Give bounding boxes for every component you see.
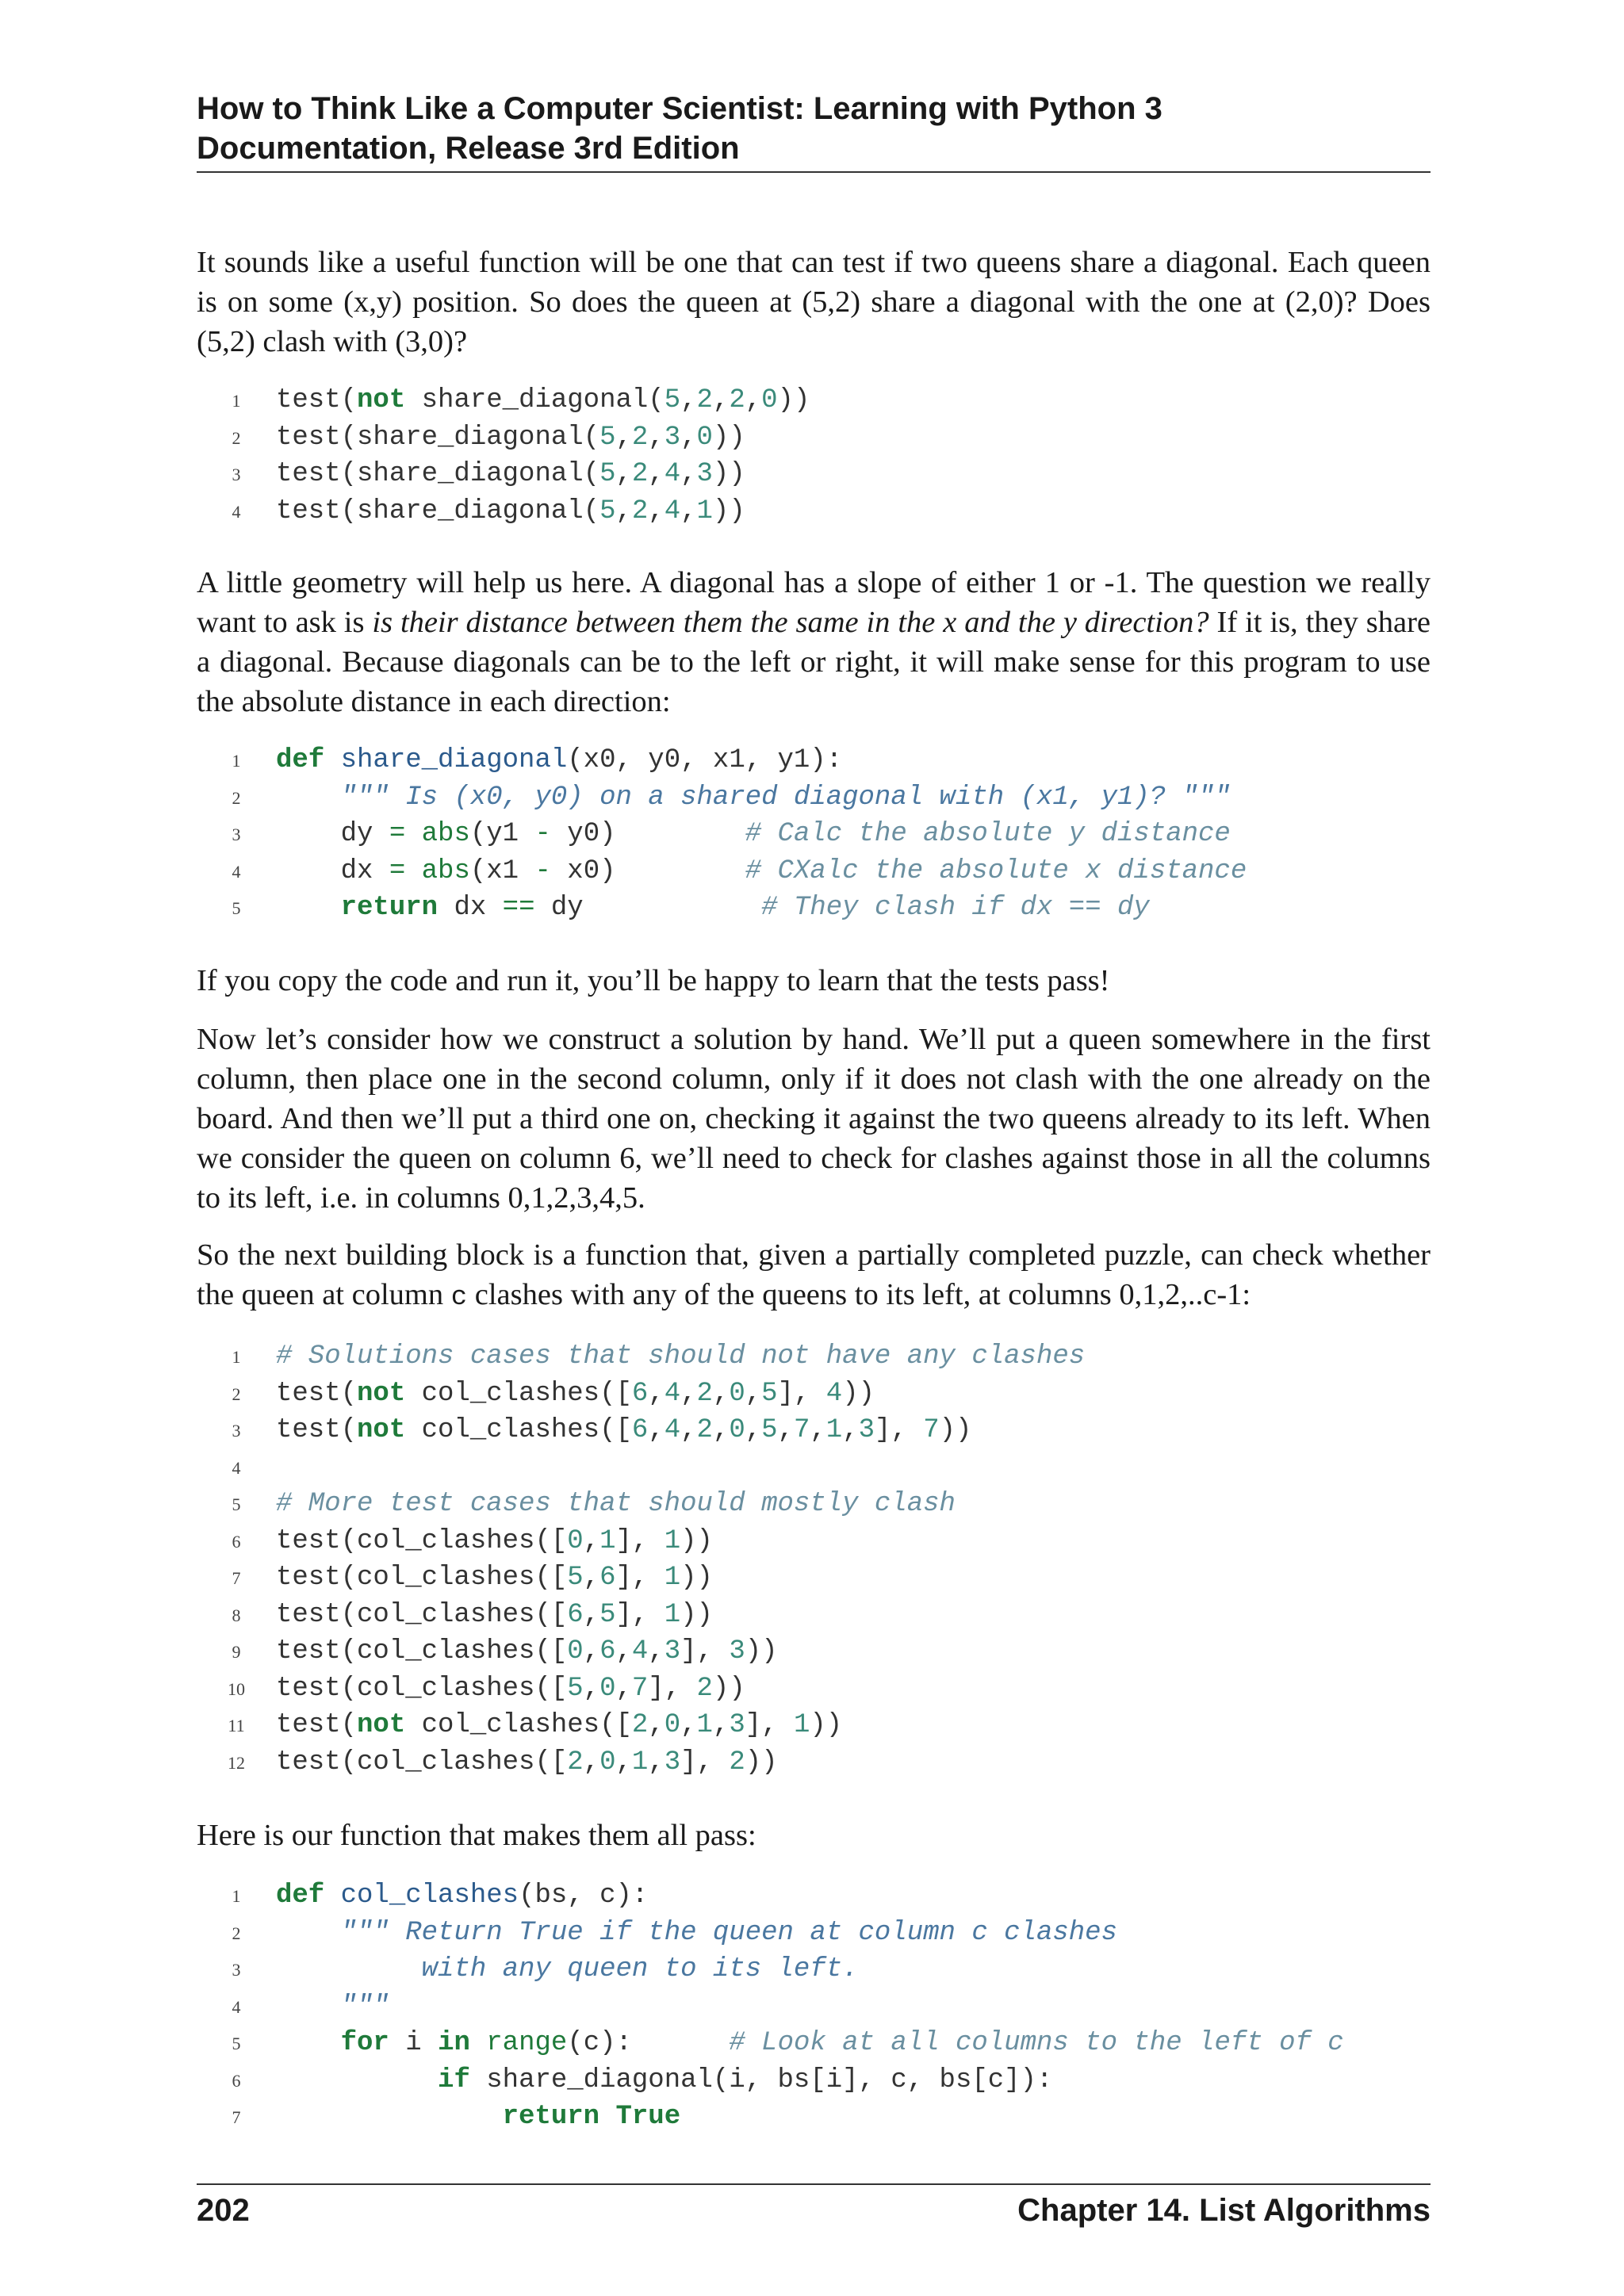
code-token: test( — [276, 385, 358, 415]
code-token: 3 — [858, 1415, 875, 1445]
code-line — [197, 1597, 1450, 1634]
code-token: def — [276, 1881, 325, 1911]
code-token: 5 — [599, 1599, 616, 1630]
code-token: 1 — [664, 1563, 681, 1593]
code-token: 2 — [729, 385, 745, 415]
code-token — [324, 1881, 340, 1911]
code-line — [197, 1486, 1450, 1523]
code-token: (bs, c): — [519, 1881, 649, 1911]
code-token: abs — [421, 819, 470, 849]
code-line — [197, 1412, 1450, 1449]
paragraph-diagonal-intro: It sounds like a useful function will be one that can test if two queens share a diagonal. Each queen is on some (x,y) position. So does the queen at (5,2) share a diagonal with the one at (2,0)? Does (5,2) clash with (3,0)? — [197, 246, 1431, 358]
line-number: 5 — [232, 1494, 241, 1514]
line-number: 3 — [232, 825, 241, 844]
chapter-title: Chapter 14. List Algorithms — [1017, 2193, 1431, 2228]
paragraph-function-intro: Here is our function that makes them all pass: — [197, 1819, 756, 1852]
code-token: )) — [745, 1747, 778, 1777]
line-number: 2 — [232, 787, 241, 808]
code-line — [197, 890, 1450, 927]
code-token: 4 — [825, 1378, 843, 1409]
code-token — [276, 2065, 438, 2095]
running-header — [197, 89, 1431, 173]
code-token: , — [615, 1673, 632, 1704]
code-token — [276, 1992, 341, 2022]
code-token: , — [680, 496, 697, 526]
code-token: , — [615, 459, 632, 489]
code-token: 5 — [599, 496, 616, 526]
code-token — [470, 2028, 486, 2058]
code-token: , — [583, 1747, 600, 1777]
code-token: test(col_clashes([ — [276, 1563, 568, 1593]
code-block-diagonal-tests — [197, 382, 1450, 530]
code-token: 2 — [631, 1710, 649, 1740]
code-token: , — [648, 1378, 665, 1409]
code-token: 6 — [631, 1415, 649, 1445]
code-token: not — [357, 1378, 406, 1409]
code-token: test(col_clashes([ — [276, 1599, 568, 1630]
code-token: , — [648, 1710, 665, 1740]
code-token: 1 — [631, 1747, 649, 1777]
code-token: , — [810, 1415, 826, 1445]
code-token: def — [276, 745, 325, 775]
code-token: 2 — [696, 1673, 713, 1704]
code-token: )) — [810, 1710, 843, 1740]
code-token: ], — [648, 1673, 697, 1704]
code-token: 4 — [664, 1378, 681, 1409]
code-line — [197, 853, 1450, 890]
code-token: 3 — [729, 1636, 745, 1667]
code-token: 2 — [567, 1747, 584, 1777]
code-token: 3 — [664, 1636, 681, 1667]
line-number: 12 — [228, 1752, 245, 1773]
code-token: , — [680, 1415, 697, 1445]
code-line — [197, 1744, 1450, 1781]
code-token: 0 — [761, 385, 778, 415]
code-token: # CXalc the absolute x distance — [745, 855, 1247, 886]
code-token: y0) — [550, 819, 745, 849]
code-token: 1 — [664, 1599, 681, 1630]
code-token: 0 — [696, 422, 713, 453]
code-token: )) — [712, 422, 745, 453]
code-line — [197, 1915, 1450, 1952]
code-token: , — [648, 1747, 665, 1777]
code-token: , — [583, 1599, 600, 1630]
line-number: 4 — [232, 1996, 241, 2017]
code-token: test(col_clashes([ — [276, 1673, 568, 1704]
code-token: ], — [777, 1378, 826, 1409]
line-number: 1 — [232, 1347, 241, 1367]
line-number: 6 — [232, 2070, 241, 2091]
code-token: 6 — [599, 1563, 616, 1593]
code-token: with any queen to its left. — [421, 1954, 859, 1984]
code-token: test(col_clashes([ — [276, 1525, 568, 1556]
code-token — [276, 893, 341, 923]
code-token: 6 — [599, 1636, 616, 1667]
code-token: 0 — [567, 1636, 584, 1667]
code-token: )) — [680, 1563, 713, 1593]
code-token: , — [680, 1378, 697, 1409]
code-token: for — [340, 2028, 389, 2058]
code-token: dx — [276, 855, 389, 886]
paragraph-building-block — [197, 1235, 1431, 1318]
code-line — [197, 779, 1450, 817]
code-token: ], — [680, 1636, 730, 1667]
code-token — [276, 2102, 503, 2132]
code-line — [197, 1338, 1450, 1376]
code-token: , — [583, 1636, 600, 1667]
code-token: # They clash if dx == dy — [761, 893, 1150, 923]
code-token: (x1 — [469, 855, 535, 886]
code-token: test( — [276, 1415, 358, 1445]
code-token: 5 — [567, 1563, 584, 1593]
code-token — [405, 819, 421, 849]
code-token: abs — [421, 855, 470, 886]
code-token: )) — [712, 459, 745, 489]
code-line — [197, 1376, 1450, 1413]
code-token: 7 — [631, 1673, 649, 1704]
line-number: 1 — [232, 391, 241, 411]
code-token: ], — [615, 1525, 665, 1556]
code-token — [599, 2102, 615, 2132]
line-number: 5 — [232, 2034, 241, 2053]
paragraph-geometry — [197, 563, 1431, 721]
code-token: 3 — [729, 1710, 745, 1740]
code-token: , — [712, 1710, 730, 1740]
code-line — [197, 1633, 1450, 1670]
code-token: # Solutions cases that should not have any clashes — [276, 1341, 1086, 1372]
header-title-line-1: How to Think Like a Computer Scientist: Learning with Python 3 — [197, 91, 1162, 126]
code-token: , — [680, 1710, 697, 1740]
code-token: , — [615, 1747, 632, 1777]
code-token: , — [648, 1415, 665, 1445]
code-token: 5 — [761, 1378, 778, 1409]
code-token: ], — [615, 1599, 665, 1630]
code-token: )) — [680, 1525, 713, 1556]
line-number: 9 — [232, 1642, 241, 1662]
code-token: )) — [777, 385, 810, 415]
code-token: not — [357, 1710, 406, 1740]
code-token: , — [583, 1525, 600, 1556]
code-token: ], — [680, 1747, 730, 1777]
line-number: 3 — [232, 1421, 241, 1441]
code-line — [197, 816, 1450, 853]
code-token: x0) — [550, 855, 745, 886]
code-token: , — [615, 496, 632, 526]
code-token: 7 — [923, 1415, 940, 1445]
code-token: = — [389, 819, 406, 849]
code-token — [324, 745, 340, 775]
code-line — [197, 2062, 1450, 2099]
code-token: == — [502, 893, 535, 923]
code-token: 1 — [696, 1710, 713, 1740]
code-token: 0 — [599, 1673, 616, 1704]
code-token: 1 — [664, 1525, 681, 1556]
code-token: (x0, y0, x1, y1): — [567, 745, 843, 775]
code-token: , — [648, 459, 665, 489]
code-token: , — [583, 1673, 600, 1704]
code-token — [276, 2028, 341, 2058]
code-token: 6 — [567, 1599, 584, 1630]
code-token: , — [712, 1415, 730, 1445]
code-token: , — [648, 496, 665, 526]
code-line — [197, 2099, 1450, 2136]
code-token: 6 — [631, 1378, 649, 1409]
code-line — [197, 1988, 1450, 2026]
line-number: 4 — [232, 501, 241, 522]
code-token: # Calc the absolute y distance — [745, 819, 1231, 849]
code-token: , — [745, 1378, 762, 1409]
code-token: 1 — [696, 496, 713, 526]
code-token: 2 — [729, 1747, 745, 1777]
code-token: )) — [939, 1415, 972, 1445]
code-token: 0 — [664, 1710, 681, 1740]
code-token: 5 — [664, 385, 681, 415]
line-number: 10 — [228, 1678, 245, 1699]
code-token: 5 — [761, 1415, 778, 1445]
code-token: )) — [712, 1673, 745, 1704]
code-token: , — [615, 422, 632, 453]
code-token: return — [340, 893, 439, 923]
code-token — [276, 1918, 341, 1948]
line-number: 1 — [232, 1886, 241, 1906]
code-line — [197, 1877, 1450, 1915]
code-token: 2 — [696, 1378, 713, 1409]
code-token: , — [583, 1563, 600, 1593]
code-token — [405, 856, 421, 886]
code-token: 2 — [631, 422, 649, 453]
code-token: 0 — [599, 1747, 616, 1777]
code-token: 1 — [793, 1710, 810, 1740]
line-number: 11 — [228, 1716, 245, 1735]
code-token: """ Return True if the queen at column c clashes — [340, 1917, 1117, 1948]
code-token: , — [648, 1636, 665, 1667]
paragraph-building-block-part-1: So the next building block is a function that, given a partially completed puzzle, can check whether the queen at column — [197, 1238, 1431, 1311]
line-number: 1 — [232, 751, 241, 771]
code-line — [197, 1523, 1450, 1560]
code-token: ], — [745, 1710, 794, 1740]
code-token: return — [502, 2102, 600, 2132]
line-number: 8 — [232, 1605, 241, 1625]
code-token: not — [357, 385, 406, 415]
code-line — [197, 456, 1450, 493]
code-token: test( — [276, 1710, 358, 1740]
code-token: 5 — [599, 459, 616, 489]
code-token: , — [745, 385, 762, 415]
code-token: 3 — [696, 459, 713, 489]
code-token: test(col_clashes([ — [276, 1636, 568, 1667]
code-token: 4 — [664, 496, 681, 526]
code-token: 2 — [631, 459, 649, 489]
code-token: # More test cases that should mostly clash — [276, 1489, 956, 1519]
paragraph-building-block-part-2: clashes with any of the queens to its left, at columns 0,1,2,..c-1: — [467, 1278, 1251, 1311]
code-token: not — [357, 1415, 406, 1445]
code-token: 4 — [664, 1415, 681, 1445]
code-token: ], — [615, 1563, 665, 1593]
code-token: share_diagonal(i, bs[i], c, bs[c]): — [469, 2064, 1053, 2095]
code-token: )) — [842, 1378, 875, 1409]
code-token: = — [389, 855, 406, 886]
header-title-line-2: Documentation, Release 3rd Edition — [197, 131, 740, 166]
code-block-share-diagonal — [197, 742, 1450, 927]
code-token: 3 — [664, 1747, 681, 1777]
code-token: , — [680, 459, 697, 489]
paragraph-geometry-emphasis: is their distance between them the same in the x and the y direction? — [372, 606, 1209, 639]
code-line — [197, 1449, 1450, 1487]
code-token: - — [534, 855, 551, 886]
code-line — [197, 1951, 1450, 1988]
code-token: share_diagonal( — [405, 385, 665, 415]
code-block-col-clashes — [197, 1877, 1450, 2136]
code-token: share_diagonal — [340, 745, 568, 775]
code-token: if — [438, 2064, 470, 2095]
line-number: 5 — [232, 898, 241, 918]
code-token: (c): — [567, 2028, 730, 2058]
code-token: in — [438, 2028, 470, 2058]
line-number: 2 — [232, 427, 241, 448]
line-number: 7 — [232, 2107, 241, 2127]
code-token: 3 — [664, 422, 681, 453]
code-token: 4 — [664, 459, 681, 489]
line-number: 7 — [232, 1568, 241, 1588]
code-token: 2 — [696, 1415, 713, 1445]
code-token: test(share_diagonal( — [276, 422, 600, 453]
code-token: , — [745, 1415, 762, 1445]
line-number: 4 — [232, 1457, 241, 1478]
code-token: 2 — [631, 496, 649, 526]
code-token: , — [680, 385, 697, 415]
code-token: )) — [745, 1636, 778, 1667]
code-token: (y1 — [469, 819, 535, 849]
code-token: , — [712, 385, 730, 415]
code-token: dy — [534, 893, 762, 923]
code-token: """ — [340, 1991, 389, 2022]
code-token: 7 — [793, 1415, 810, 1445]
code-token: , — [842, 1415, 859, 1445]
code-token: col_clashes([ — [405, 1415, 632, 1445]
code-line — [197, 419, 1450, 457]
code-token: col_clashes([ — [405, 1710, 632, 1740]
line-number: 2 — [232, 1923, 241, 1943]
code-block-col-clashes-tests — [197, 1338, 1450, 1781]
code-token: # Look at all columns to the left of c — [729, 2028, 1344, 2058]
code-token: test( — [276, 1378, 358, 1409]
code-token: 5 — [599, 422, 616, 453]
code-token: 2 — [696, 385, 713, 415]
code-token: , — [712, 1378, 730, 1409]
code-token: )) — [712, 496, 745, 526]
code-token: 1 — [825, 1415, 843, 1445]
paragraph-geometry-part-1: A little geometry will help us here. A diagonal has a slope of either 1 or -1. The question we really want to ask is — [197, 566, 1431, 639]
code-token: , — [648, 422, 665, 453]
inline-code-c: c — [450, 1283, 468, 1313]
code-token: 0 — [729, 1378, 745, 1409]
code-line — [197, 1670, 1450, 1708]
code-token: test(share_diagonal( — [276, 459, 600, 489]
code-line — [197, 493, 1450, 530]
code-line — [197, 1707, 1450, 1744]
page-number: 202 — [197, 2193, 250, 2228]
page-footer — [197, 2183, 1431, 2229]
line-number: 2 — [232, 1383, 241, 1404]
code-token: ], — [875, 1415, 924, 1445]
code-token: , — [680, 422, 697, 453]
code-token: """ Is (x0, y0) on a shared diagonal with (x1, y1)? """ — [340, 782, 1231, 813]
line-number: 3 — [232, 1960, 241, 1980]
code-line — [197, 2025, 1450, 2062]
code-token: - — [534, 819, 551, 849]
line-number: 4 — [232, 861, 241, 882]
code-token: col_clashes — [340, 1881, 519, 1911]
code-token: 0 — [729, 1415, 745, 1445]
paragraph-geometry-part-2: If it is, they share a diagonal. Because diagonals can be to the left or right, it will make sense for this program to use the absolute distance in each direction: — [197, 606, 1431, 718]
code-token: 5 — [567, 1673, 584, 1704]
code-token — [276, 783, 341, 813]
code-token — [276, 1954, 422, 1984]
code-token: test(share_diagonal( — [276, 496, 600, 526]
paragraph-tests-pass: If you copy the code and run it, you’ll be happy to learn that the tests pass! — [197, 964, 1110, 997]
paragraph-by-hand: Now let’s consider how we construct a solution by hand. We’ll put a queen somewhere in the first column, then place one in the second column, only if it does not clash with the one already on the board. And then we’ll put a third one on, checking it against the two queens already to its left. When we consider the queen on column 6, we’ll need to check for clashes against those in all the columns to its left, i.e. in columns 0,1,2,3,4,5. — [197, 1023, 1431, 1215]
code-token: range — [486, 2028, 568, 2058]
code-token: test(col_clashes([ — [276, 1747, 568, 1777]
code-token: dy — [276, 819, 389, 849]
code-token: 0 — [567, 1525, 584, 1556]
line-number: 3 — [232, 465, 241, 484]
code-token: True — [615, 2102, 681, 2132]
code-token: 4 — [631, 1636, 649, 1667]
code-token: )) — [680, 1599, 713, 1630]
code-token: col_clashes([ — [405, 1378, 632, 1409]
code-line — [197, 382, 1450, 419]
code-token: , — [615, 1636, 632, 1667]
code-token: 1 — [599, 1525, 616, 1556]
code-line — [197, 1559, 1450, 1597]
code-token: i — [389, 2028, 439, 2058]
code-token: , — [777, 1415, 794, 1445]
code-line — [197, 742, 1450, 779]
code-token: dx — [438, 893, 503, 923]
line-number: 6 — [232, 1531, 241, 1552]
